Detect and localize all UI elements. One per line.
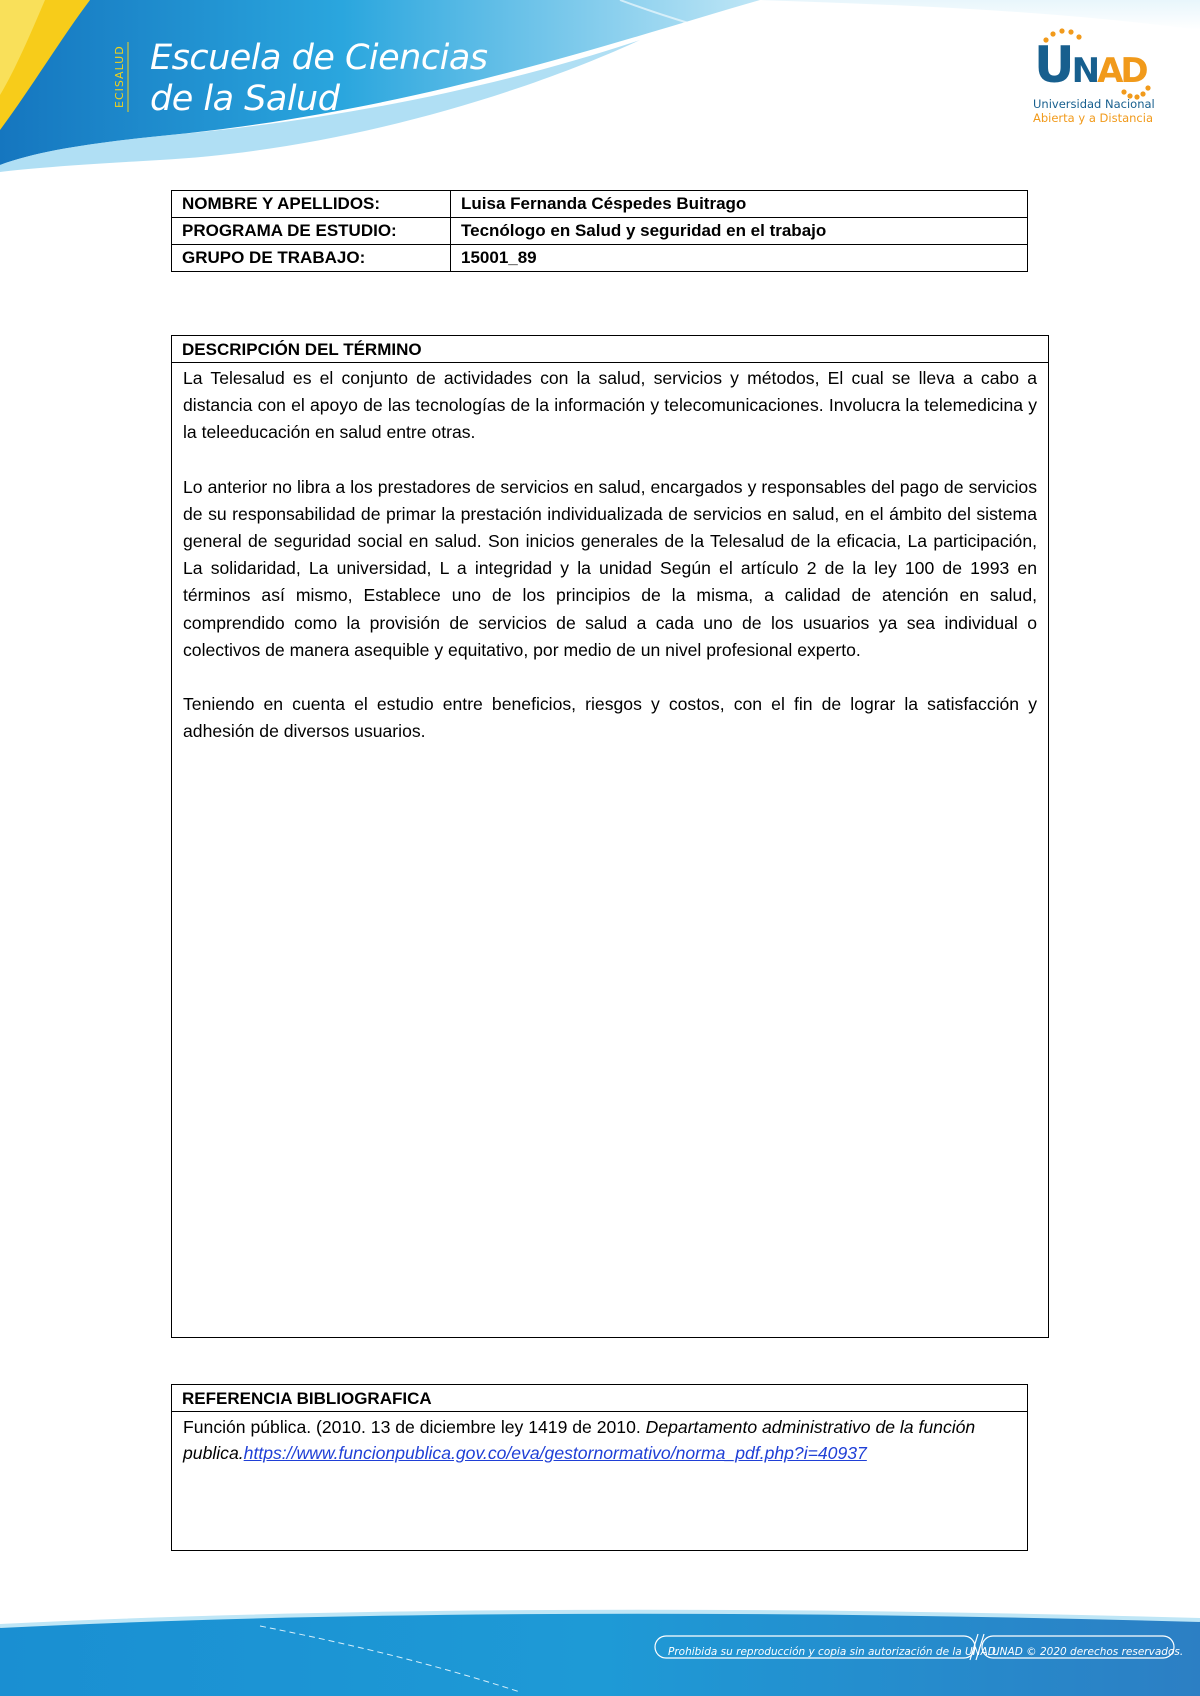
group-label: GRUPO DE TRABAJO: xyxy=(172,245,451,272)
school-title-line1: Escuela de Ciencias xyxy=(150,38,488,78)
student-info-table xyxy=(171,190,1028,272)
table-row xyxy=(172,218,1028,245)
reference-body xyxy=(172,1412,1027,1466)
footer-copy-notice: Prohibida su reproducción y copia sin autorización de la UNAD. xyxy=(668,1646,1000,1658)
description-heading: DESCRIPCIÓN DEL TÉRMINO xyxy=(172,336,1048,363)
description-paragraph-3: Teniendo en cuenta el estudio entre beneficios, riesgos y costos, con el fin de lograr la satisfacción y adhesión de diversos usuarios. xyxy=(183,694,1037,742)
group-value: 15001_89 xyxy=(451,245,1028,272)
footer-rights: UNAD © 2020 derechos reservados. xyxy=(992,1646,1184,1658)
name-label: NOMBRE Y APELLIDOS: xyxy=(172,191,451,218)
logo-subtitle-1: Universidad Nacional xyxy=(1033,97,1155,111)
logo-n: N xyxy=(1071,51,1098,91)
logo-subtitle-2: Abierta y a Distancia xyxy=(1033,111,1153,125)
logo-ad: AD xyxy=(1097,51,1146,91)
description-body xyxy=(172,363,1048,745)
table-row xyxy=(172,191,1028,218)
reference-link[interactable]: https://www.funcionpublica.gov.co/eva/gestornormativo/norma_pdf.php?i=40937 xyxy=(243,1443,867,1463)
reference-source: Departamento administrativo de la función publica. xyxy=(183,1417,976,1463)
school-title xyxy=(150,38,488,120)
school-title-line2: de la Salud xyxy=(150,79,340,119)
unad-logo-wordmark xyxy=(1034,36,1146,96)
logo-u: U xyxy=(1034,36,1072,94)
description-paragraph-1: La Telesalud es el conjunto de actividades con la salud, servicios y métodos, El cual se lleva a cabo a distancia con el apoyo de las tecnologías de la información y telecomunicaciones. Involucra la telemedicina y la teleeducación en salud entre otras. xyxy=(183,368,1037,443)
reference-heading: REFERENCIA BIBLIOGRAFICA xyxy=(172,1385,1027,1412)
description-paragraph-2: Lo anterior no libra a los prestadores de servicios en salud, encargados y responsables del pago de servicios de su responsabilidad de primar la prestación individualizada de servicios en salud, en el ámbito del sistema general de seguridad social en salud. Son inicios generales de la Telesalud de la eficacia, La participación, La solidaridad, La universidad, L a integridad y la unidad Según el artículo 2 de la ley 100 de 1993 en términos así mismo, Establece uno de los principios de la misma, a calidad de atención en salud, comprendido como la provisión de servicios de salud a cada uno de los usuarios ya sea individual o colectivos de manera asequible y equitativo, por medio de un nivel profesional experto. xyxy=(183,476,1037,660)
program-value: Tecnólogo en Salud y seguridad en el trabajo xyxy=(451,218,1028,245)
reference-box xyxy=(171,1384,1028,1551)
name-value: Luisa Fernanda Céspedes Buitrago xyxy=(451,191,1028,218)
description-box xyxy=(171,335,1049,1338)
program-label: PROGRAMA DE ESTUDIO: xyxy=(172,218,451,245)
reference-text: Función pública. (2010. 13 de diciembre ley 1419 de 2010. xyxy=(183,1417,646,1437)
ecisalud-tag: ECISALUD xyxy=(113,45,126,108)
table-row xyxy=(172,245,1028,272)
